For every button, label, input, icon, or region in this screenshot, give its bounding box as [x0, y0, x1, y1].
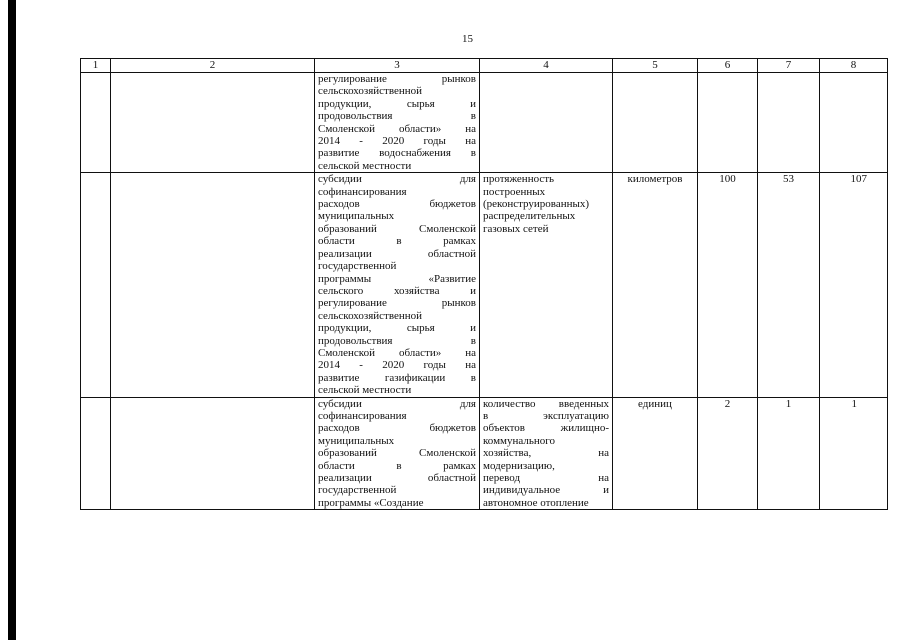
unit-cell: километров	[613, 173, 698, 397]
indicator-cell	[480, 73, 613, 173]
description-cell: регулирование рынков сельскохозяйственной продукции, сырья и продовольствия в Смоленской области» на 2014 - 2020 годы на развитие водоснабжения в сельской местности	[315, 73, 480, 173]
value-cell-8: 1	[820, 397, 888, 510]
header-cell: 8	[820, 59, 888, 73]
value-cell-8	[820, 73, 888, 173]
unit-cell: единиц	[613, 397, 698, 510]
header-cell: 7	[758, 59, 820, 73]
value-cell-6: 100	[698, 173, 758, 397]
value-cell-7: 1	[758, 397, 820, 510]
value-cell-8: 107	[820, 173, 888, 397]
description-cell: субсидии для софинансирования расходов бюджетов муниципальных образований Смоленской области в рамках реализации областной государственной программы «Создание	[315, 397, 480, 510]
description-cell: субсидии для софинансирования расходов бюджетов муниципальных образований Смоленской области в рамках реализации областной государственной программы «Развитие сельского хозяйства и регулирование рынков сельскохозяйственной продукции, сырья и продовольствия в Смоленской области» на 2014 - 2020 годы на развитие газификации в сельской местности	[315, 173, 480, 397]
scan-edge-bar	[8, 0, 16, 640]
name-cell	[111, 173, 315, 397]
row-number-cell	[81, 73, 111, 173]
name-cell	[111, 73, 315, 173]
value-cell-7	[758, 73, 820, 173]
data-table	[80, 58, 888, 510]
value-cell-7: 53	[758, 173, 820, 397]
table-row	[81, 397, 888, 510]
table-row	[81, 73, 888, 173]
header-cell: 5	[613, 59, 698, 73]
header-cell: 1	[81, 59, 111, 73]
indicator-cell: протяженность построенных (реконструированных) распределительных газовых сетей	[480, 173, 613, 397]
header-row	[81, 59, 888, 73]
name-cell	[111, 397, 315, 510]
header-cell: 4	[480, 59, 613, 73]
table-row	[81, 173, 888, 397]
row-number-cell	[81, 173, 111, 397]
header-cell: 3	[315, 59, 480, 73]
value-cell-6	[698, 73, 758, 173]
value-cell-6: 2	[698, 397, 758, 510]
row-number-cell	[81, 397, 111, 510]
header-cell: 6	[698, 59, 758, 73]
indicator-cell: количество введенных в эксплуатацию объектов жилищно- коммунального хозяйства, на модернизацию, перевод на индивидуальное и автономное отопление	[480, 397, 613, 510]
header-cell: 2	[111, 59, 315, 73]
unit-cell	[613, 73, 698, 173]
page-number: 15	[462, 33, 473, 45]
